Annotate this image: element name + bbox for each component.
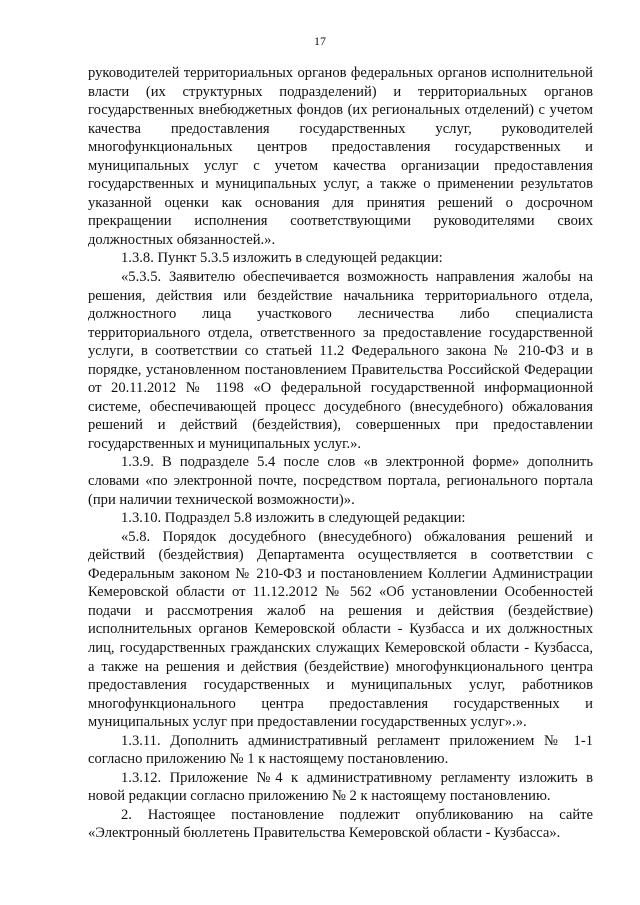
- document-body: [88, 64, 593, 843]
- paragraph-1-3-12: 1.3.12. Приложение №4 к административному регламенту изложить в новой редакции согласно приложению № 2 к настоящему постановлению.: [88, 769, 593, 805]
- paragraph-continuation: руководителей территориальных органов федеральных органов исполнительной власти (их структурных подразделений) и территориальных органов государственных внебюджетных фондов (их региональных отделений) с учетом качества предоставления государственных услуг, руководителей многофункциональных центров предоставления государственных и муниципальных услуг с учетом качества организации предоставления государственных и муниципальных услуг, а также о применении результатов указанной оценки как основания для принятия решений о досрочном прекращении исполнения соответствующими руководителями своих должностных обязанностей.».: [88, 65, 593, 248]
- paragraph-1-3-10: 1.3.10. Подраздел 5.8 изложить в следующей редакции:: [121, 510, 466, 527]
- paragraph-1-3-11: 1.3.11. Дополнить административный регламент приложением № 1-1 согласно приложению № 1 к настоящему постановлению.: [88, 732, 593, 768]
- paragraph-1-3-9: 1.3.9. В подразделе 5.4 после слов «в электронной форме» дополнить словами «по электронной почте, посредством портала, регионального портала (при наличии технической возможности)».: [88, 454, 593, 508]
- paragraph-5-3-5: «5.3.5. Заявителю обеспечивается возможность направления жалобы на решения, действия или бездействие начальника территориального отдела, должностного лица участкового лесничества либо специалиста территориального отдела, ответственного за предоставление государственной услуги, в соответствии со статьей 11.2 Федерального закона № 210-ФЗ и в порядке, установленном постановлением Правительства Российской Федерации от 20.11.2012 № 1198 «О федеральной государственной информационной системе, обеспечивающей процесс досудебного (внесудебного) обжалования решений и действий (бездействия), совершенных при предоставлении государственных и муниципальных услуг.».: [88, 269, 593, 452]
- paragraph-1-3-8: 1.3.8. Пункт 5.3.5 изложить в следующей редакции:: [121, 250, 443, 267]
- paragraph-5-8: «5.8. Порядок досудебного (внесудебного) обжалования решений и действий (бездействия) Департамента осуществляется в соответствии с Федеральным законом № 210-ФЗ и постановлением Коллегии Администрации Кемеровской области от 11.12.2012 № 562 «Об установлении Особенностей подачи и рассмотрения жалоб на решения и действия (бездействие) исполнительных органов Кемеровской области - Кузбасса и их должностных лиц, государственных гражданских служащих Кемеровской области - Кузбасса, а также на решения и действия (бездействие) многофункционального центра предоставления государственных и муниципальных услуг, работников многофункционального центра предоставления государственных и муниципальных услуг при предоставлении государственных услуг».».: [88, 528, 593, 731]
- page-number: 17: [314, 34, 326, 48]
- paragraph-2: 2. Настоящее постановление подлежит опубликованию на сайте «Электронный бюллетень Правительства Кемеровской области - Кузбасса».: [88, 806, 593, 842]
